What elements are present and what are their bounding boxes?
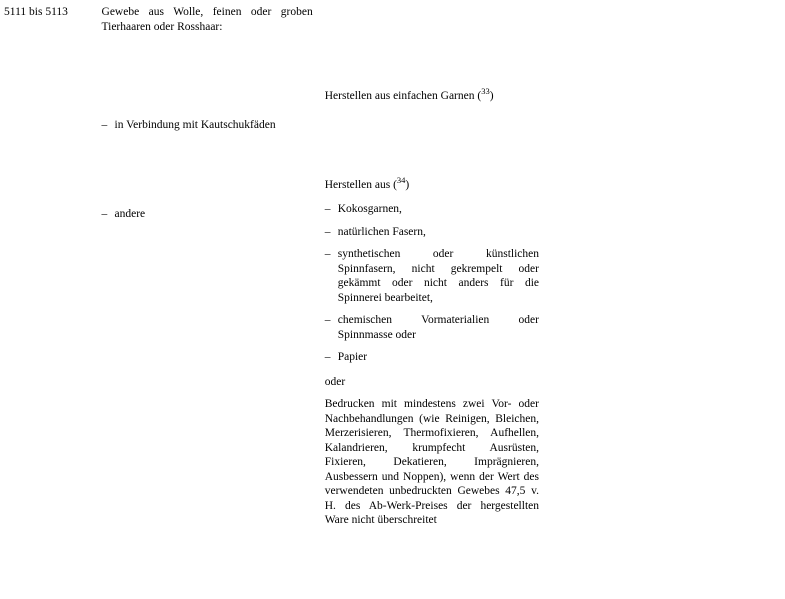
rule-1-text [324, 86, 539, 104]
dash-marker: – [324, 203, 331, 215]
dash-marker: – [101, 119, 108, 131]
sub-entry-1-text: in Verbindung mit Kautschukfäden [114, 119, 276, 131]
footnote-ref-34: 34 [396, 174, 406, 185]
rule-list-item-text: synthetischen oder künstlichen Spinnfasern, nicht gekrempelt oder gekämmt oder nicht anders für die Spinnerei bearbeitet, [337, 248, 539, 304]
sub-entry-1 [102, 118, 313, 133]
gap-d [325, 305, 539, 313]
dash-marker: – [324, 351, 331, 363]
rule-list-item [325, 202, 539, 217]
gap-e [325, 342, 539, 350]
rule-list-item-text: natürlichen Fasern, [337, 225, 426, 238]
tariff-code-text: 5111 bis 5113 [4, 6, 68, 18]
rule-conjunction: oder [324, 375, 346, 388]
rule-alternative-text: Bedrucken mit mindestens zwei Vor- oder Nachbehandlungen (wie Reinigen, Bleichen, Merzerisieren, Thermofixieren, Aufhellen, Kalandrieren, krumpfecht Ausrüsten, Fixieren, Dekatieren, Imprägnieren, Ausbessern und Noppen), wenn der Wert des verwendeten unbedruckten Gewebes 47,5 v. H. des Ab-Werk-Preises der hergestellten Ware nicht überschreitet [324, 398, 539, 526]
cell-working-or-processing [319, 0, 545, 552]
rule-2-intro-close: ) [405, 178, 410, 191]
dash-marker: – [324, 314, 331, 326]
sub-entry-2 [102, 207, 313, 222]
dash-marker: – [101, 207, 108, 220]
gap-g [325, 389, 539, 397]
rule-list-item [325, 247, 539, 305]
spacer-2 [102, 133, 313, 207]
spacer-rule-1 [325, 5, 539, 89]
rule-1-intro: Herstellen aus einfachen Garnen ( [324, 90, 482, 102]
rule-list-item-text: chemischen Vormaterialien oder Spinnmasse oder [337, 314, 539, 341]
rule-inner [319, 0, 545, 552]
spacer-rule-2 [325, 104, 539, 178]
rule-list-item-text: Papier [337, 351, 368, 363]
cell-tariff-code [0, 0, 96, 552]
rule-list-item [325, 225, 539, 240]
gap-c [325, 239, 539, 247]
gap-f [325, 365, 539, 375]
rule-2-text [324, 174, 539, 193]
dash-marker: – [324, 248, 331, 260]
dash-marker: – [324, 225, 331, 238]
rule-1-intro-close: ) [489, 90, 494, 102]
gap-b [325, 217, 539, 225]
footnote-ref-33: 33 [481, 86, 490, 97]
rule-list-item [325, 350, 539, 365]
spacer-1 [102, 34, 313, 118]
sub-entry-2-text: andere [114, 207, 146, 220]
rule-list-item-text: Kokosgarnen, [337, 203, 402, 215]
rule-list-item [325, 313, 539, 342]
cell-goods-description [96, 0, 319, 552]
bottom-padding [325, 528, 539, 552]
gap-a [325, 192, 539, 202]
rule-2-intro: Herstellen aus ( [324, 178, 397, 191]
goods-description-heading: Gewebe aus Wolle, feinen oder groben Tierhaaren oder Rosshaar: [101, 6, 313, 33]
goods-description-inner [96, 0, 319, 221]
